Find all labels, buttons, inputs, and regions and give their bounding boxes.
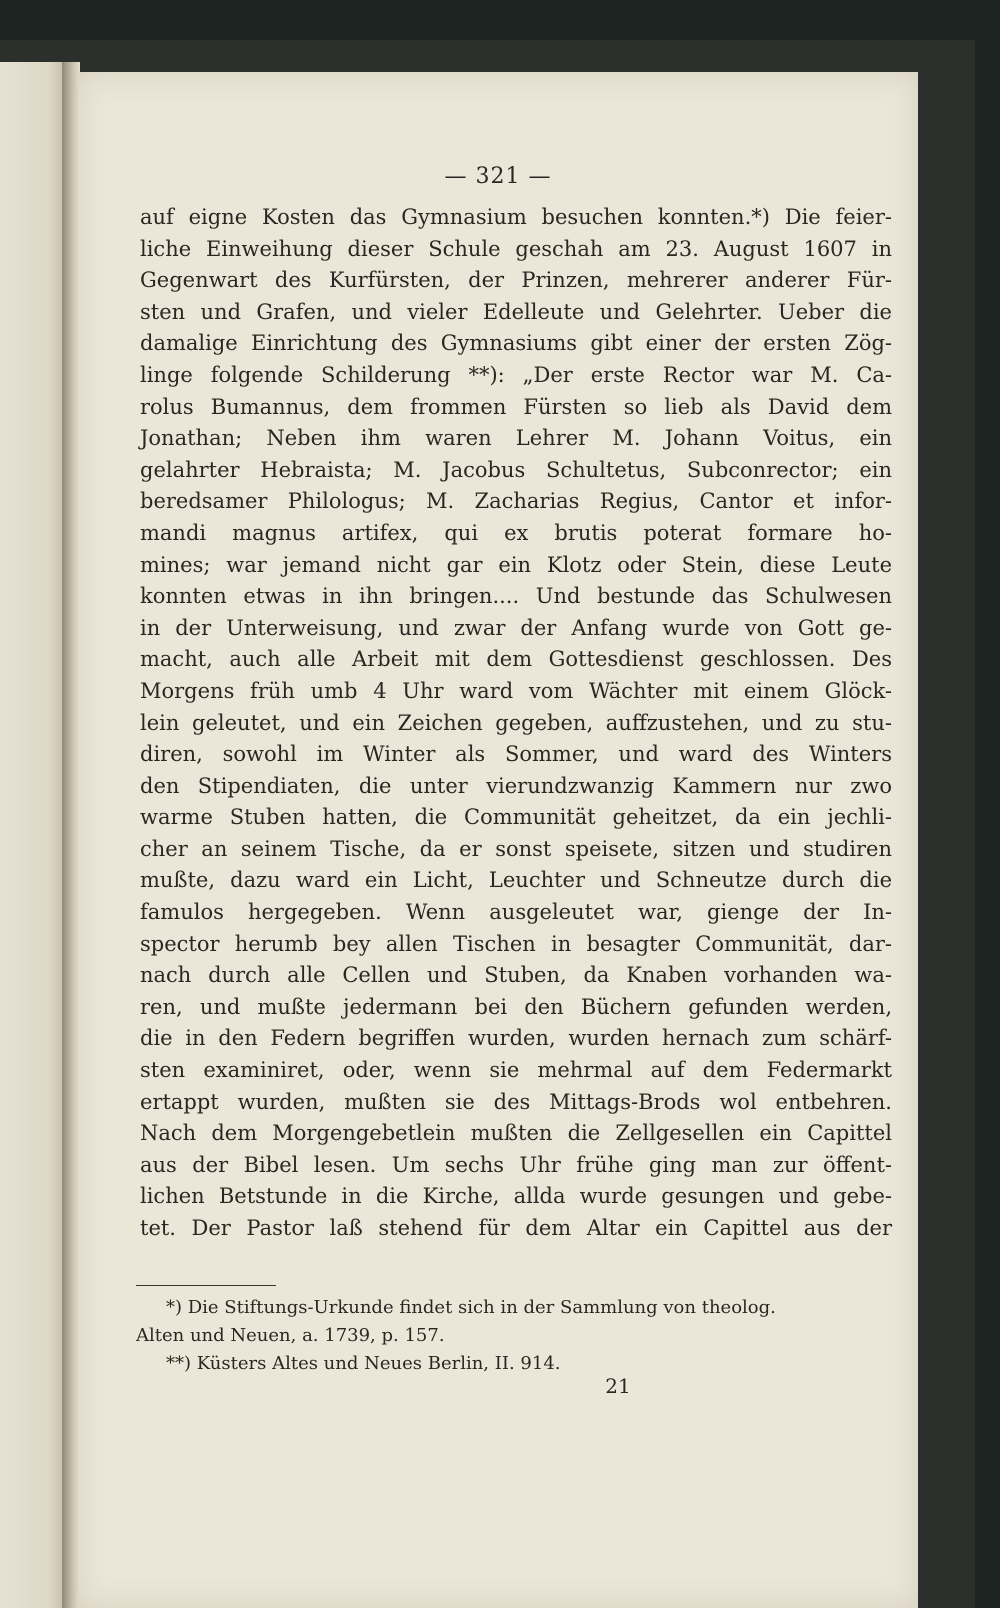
text-line: lichen Betstunde in die Kirche, allda wurde gesungen und gebe- — [140, 1184, 892, 1209]
text-line: aus der Bibel lesen. Um sechs Uhr frühe ging man zur öffent- — [140, 1152, 892, 1177]
text-line: die in den Federn begriffen wurden, wurden hernach zum schärf- — [140, 1026, 892, 1051]
body-text — [140, 202, 892, 1245]
text-line: den Stipendiaten, die unter vierundzwanzig Kammern nur zwo — [140, 773, 892, 798]
text-line: sten examiniret, oder, wenn sie mehrmal auf dem Federmarkt — [140, 1058, 892, 1083]
text-line: beredsamer Philologus; M. Zacharias Regius, Cantor et infor- — [140, 489, 892, 514]
text-line: Morgens früh umb 4 Uhr ward vom Wächter mit einem Glöck- — [140, 678, 892, 703]
footnotes — [136, 1294, 896, 1378]
text-line: ren, und mußte jedermann bei den Büchern gefunden werden, — [140, 994, 892, 1019]
text-line: warme Stuben hatten, die Communität geheitzet, da ein jechli- — [140, 805, 892, 830]
text-line: Gegenwart des Kurfürsten, der Prinzen, mehrerer anderer Für- — [140, 268, 892, 293]
text-line: tet. Der Pastor laß stehend für dem Altar ein Capittel aus der — [140, 1216, 892, 1240]
text-line: macht, auch alle Arbeit mit dem Gottesdienst geschlossen. Des — [140, 647, 892, 672]
text-line: diren, sowohl im Winter als Sommer, und ward des Winters — [140, 742, 892, 767]
footnote: *) Die Stiftungs-Urkunde findet sich in der Sammlung von theolog. — [166, 1297, 776, 1318]
text-line: nach durch alle Cellen und Stuben, da Knaben vorhanden wa- — [140, 963, 892, 988]
footnote: **) Küsters Altes und Neues Berlin, II. 914. — [166, 1353, 561, 1374]
text-line: famulos hergegeben. Wenn ausgeleutet war, gienge der In- — [140, 900, 892, 925]
text-line: damalige Einrichtung des Gymnasiums gibt einer der ersten Zög- — [140, 331, 892, 356]
footnote-divider — [136, 1285, 276, 1286]
text-line: in der Unterweisung, und zwar der Anfang wurde von Gott ge- — [140, 615, 892, 640]
page-number: — 321 — — [444, 164, 552, 189]
text-line: ertappt wurden, mußten sie des Mittags-Brods wol entbehren. — [140, 1089, 892, 1114]
text-line: rolus Bumannus, dem frommen Fürsten so lieb als David dem — [140, 394, 892, 419]
facing-page-edge — [0, 62, 70, 1608]
text-line: auf eigne Kosten das Gymnasium besuchen konnten.*) Die feier- — [140, 205, 892, 229]
text-line: gelahrter Hebraista; M. Jacobus Schultetus, Subconrector; ein — [140, 457, 892, 482]
text-line: spector herumb bey allen Tischen in besagter Communität, dar- — [140, 931, 892, 956]
text-line: mines; war jemand nicht gar ein Klotz oder Stein, diese Leute — [140, 552, 892, 577]
text-line: Nach dem Morgengebetlein mußten die Zellgesellen ein Capittel — [140, 1121, 892, 1146]
text-line: konnten etwas in ihn bringen.... Und bestunde das Schulwesen — [140, 584, 892, 609]
footnote-continuation: Alten und Neuen, a. 1739, p. 157. — [136, 1325, 445, 1346]
text-line: mandi magnus artifex, qui ex brutis poterat formare ho- — [140, 520, 892, 545]
text-line: cher an seinem Tische, da er sonst speisete, sitzen und studiren — [140, 836, 892, 861]
text-line: lein geleutet, und ein Zeichen gegeben, auffzustehen, und zu stu- — [140, 710, 892, 735]
text-line: liche Einweihung dieser Schule geschah am 23. August 1607 in — [140, 236, 892, 261]
text-line: Jonathan; Neben ihm waren Lehrer M. Johann Voitus, ein — [140, 426, 892, 451]
text-line: sten und Grafen, und vieler Edelleute und Gelehrter. Ueber die — [140, 299, 892, 324]
book-page — [78, 72, 918, 1608]
text-line: mußte, dazu ward ein Licht, Leuchter und Schneutze durch die — [140, 868, 892, 893]
text-line: linge folgende Schilderung **): „Der erste Rector war M. Ca- — [140, 362, 892, 387]
signature-mark: 21 — [605, 1374, 631, 1398]
